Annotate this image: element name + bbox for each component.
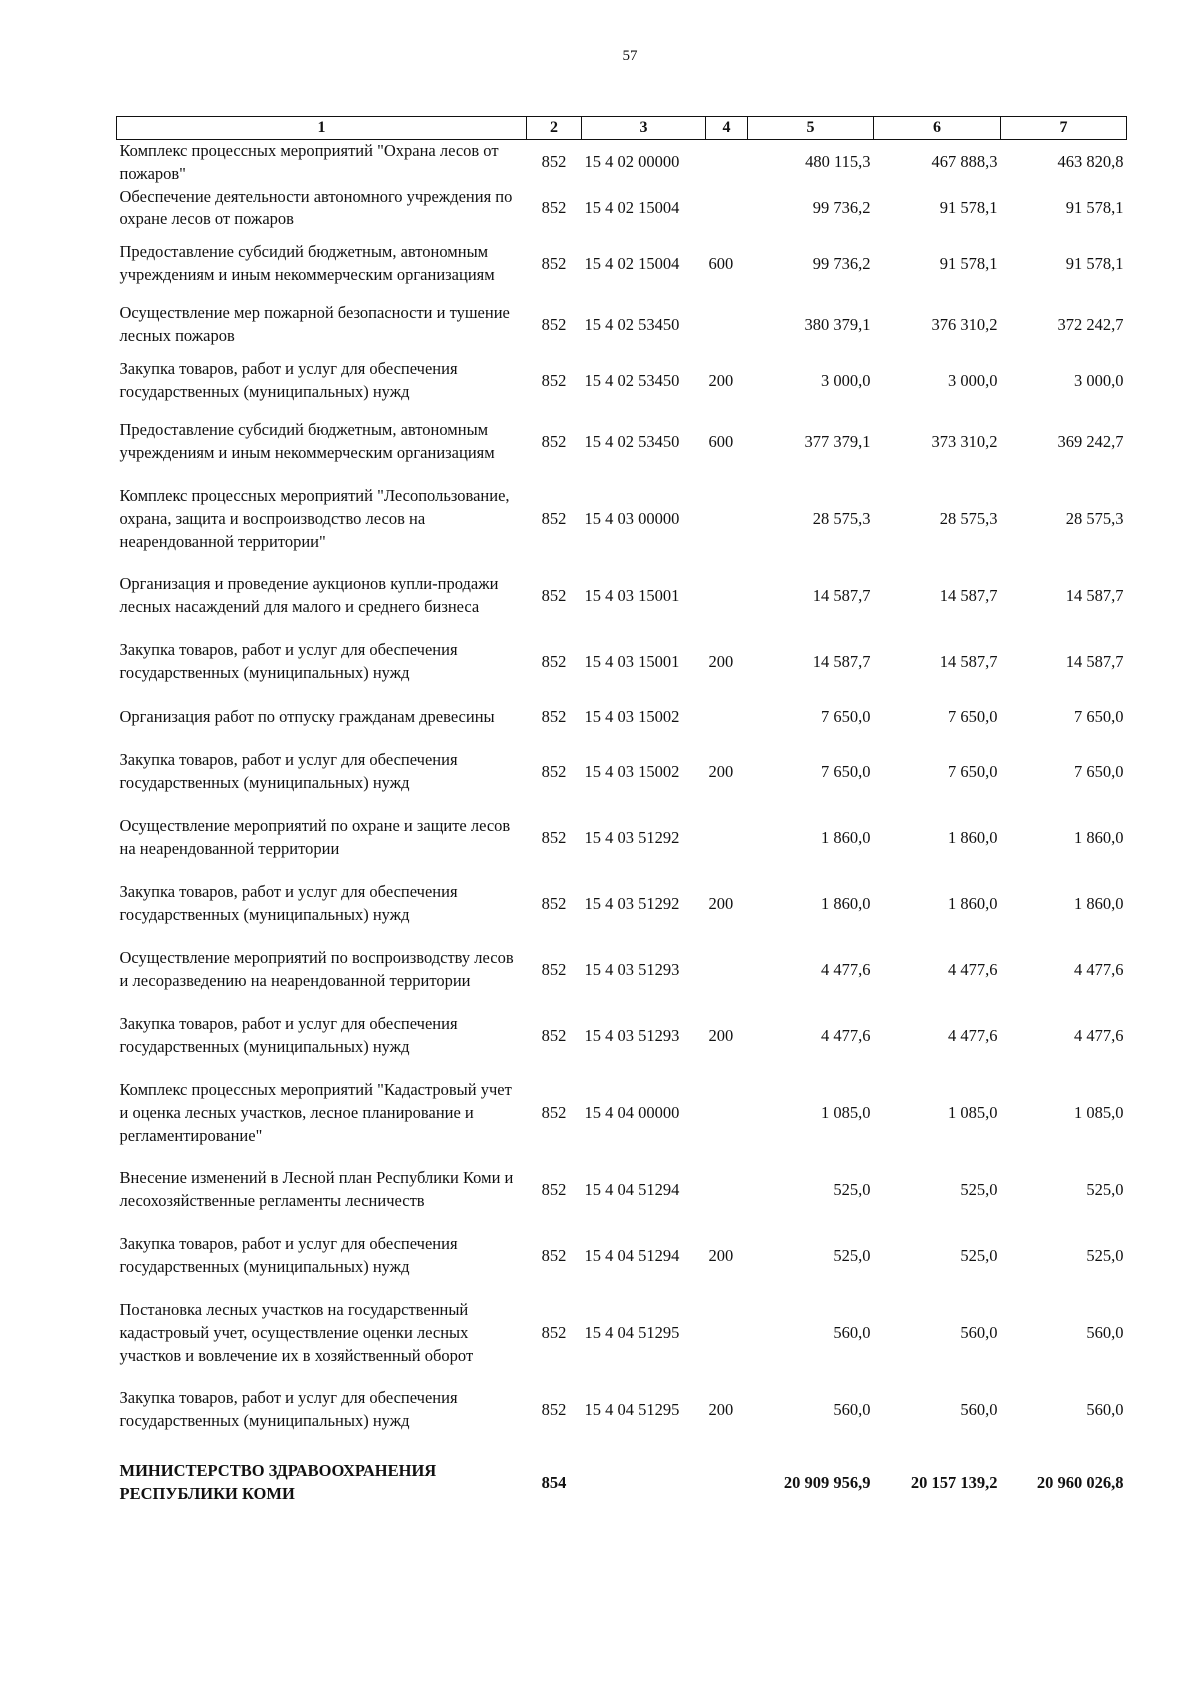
row-name: Предоставление субсидий бюджетным, автономным учреждениям и иным некоммерческим организациям — [119, 420, 495, 463]
row-amount-col5: 480 115,3 — [805, 152, 871, 172]
row-target-article: 15 4 02 53450 — [584, 370, 680, 390]
row-name: Закупка товаров, работ и услуг для обеспечения государственных (муниципальных) нужд — [119, 1388, 458, 1431]
row-amount-col7: 372 242,7 — [1057, 314, 1124, 334]
row-target-article: 15 4 03 51293 — [584, 959, 680, 979]
row-amount-col6: 1 860,0 — [948, 827, 998, 847]
row-target-article: 15 4 02 00000 — [584, 152, 680, 172]
row-target-article: 15 4 04 51295 — [584, 1399, 680, 1419]
row-name: Осуществление мер пожарной безопасности и тушение лесных пожаров — [119, 303, 510, 346]
row-expense-type — [706, 1069, 748, 1157]
row-amount-col5: 7 650,0 — [821, 761, 871, 781]
table-row — [117, 695, 1127, 739]
row-name: Закупка товаров, работ и услуг для обеспечения государственных (муниципальных) нужд — [119, 359, 458, 402]
table-row — [117, 1069, 1127, 1157]
row-target-article: 15 4 04 51294 — [584, 1179, 680, 1199]
row-ved-code: 852 — [541, 761, 567, 781]
row-name: МИНИСТЕРСТВО ЗДРАВООХРАНЕНИЯ РЕСПУБЛИКИ КОМИ — [119, 1461, 437, 1504]
row-target-article: 15 4 04 51294 — [584, 1245, 680, 1265]
table-row — [117, 629, 1127, 695]
row-amount-col7: 91 578,1 — [1065, 197, 1124, 217]
row-expense-type: 200 — [708, 893, 734, 913]
row-amount-col5: 28 575,3 — [812, 508, 871, 528]
row-ved-code: 852 — [541, 893, 567, 913]
row-amount-col7: 369 242,7 — [1057, 431, 1124, 451]
row-ved-code: 852 — [541, 197, 567, 217]
row-amount-col7: 91 578,1 — [1065, 253, 1124, 273]
table-row — [117, 409, 1127, 475]
row-amount-col5: 14 587,7 — [812, 585, 871, 605]
table-row — [117, 231, 1127, 297]
header-col-6: 6 — [874, 117, 1001, 140]
row-expense-type — [706, 140, 748, 186]
row-target-article: 15 4 02 53450 — [584, 431, 680, 451]
row-amount-col7: 3 000,0 — [1074, 370, 1124, 390]
row-expense-type: 200 — [708, 1025, 734, 1045]
table-row — [117, 1377, 1127, 1443]
row-target-article: 15 4 03 51293 — [584, 1025, 680, 1045]
row-amount-col6: 373 310,2 — [931, 431, 998, 451]
table-row — [117, 739, 1127, 805]
row-ved-code: 852 — [541, 585, 567, 605]
table-row — [117, 353, 1127, 409]
row-name: Организация работ по отпуску гражданам древесины — [119, 706, 495, 726]
row-ved-code: 852 — [541, 651, 567, 671]
row-amount-col6: 560,0 — [960, 1399, 998, 1419]
row-target-article: 15 4 03 00000 — [584, 508, 680, 528]
row-name: Комплекс процессных мероприятий "Лесопользование, охрана, защита и воспроизводство лесов на неарендованной территории" — [119, 485, 510, 551]
row-name: Организация и проведение аукционов купли-продажи лесных насаждений для малого и среднего бизнеса — [119, 574, 499, 617]
row-amount-col5: 4 477,6 — [821, 1025, 871, 1045]
row-amount-col7: 14 587,7 — [1065, 651, 1124, 671]
row-amount-col6: 4 477,6 — [948, 959, 998, 979]
row-expense-type: 200 — [708, 761, 734, 781]
page-number: 57 — [622, 48, 638, 64]
row-amount-col5: 14 587,7 — [812, 651, 871, 671]
row-expense-type: 600 — [708, 431, 734, 451]
row-name: Осуществление мероприятий по охране и защите лесов на неарендованной территории — [119, 816, 511, 859]
row-amount-col6: 467 888,3 — [931, 152, 998, 172]
table-row — [117, 1223, 1127, 1289]
header-col-4: 4 — [706, 117, 748, 140]
row-amount-col5: 380 379,1 — [804, 314, 871, 334]
row-amount-col5: 99 736,2 — [812, 253, 871, 273]
header-col-1: 1 — [117, 117, 527, 140]
row-ved-code: 852 — [541, 1399, 567, 1419]
row-target-article: 15 4 02 15004 — [584, 197, 680, 217]
header-col-3: 3 — [582, 117, 706, 140]
row-amount-col5: 99 736,2 — [812, 197, 871, 217]
header-col-2: 2 — [527, 117, 582, 140]
row-amount-col7: 7 650,0 — [1074, 761, 1124, 781]
row-expense-type — [706, 563, 748, 629]
row-expense-type — [706, 297, 748, 353]
row-amount-col7: 4 477,6 — [1074, 959, 1124, 979]
table-row — [117, 937, 1127, 1003]
row-target-article: 15 4 03 51292 — [584, 893, 680, 913]
row-ved-code: 852 — [541, 1025, 567, 1045]
row-ved-code: 852 — [541, 508, 567, 528]
row-amount-col7: 560,0 — [1086, 1399, 1124, 1419]
row-ved-code: 852 — [541, 1102, 567, 1122]
table-row — [117, 871, 1127, 937]
row-amount-col5: 4 477,6 — [821, 959, 871, 979]
row-target-article: 15 4 03 51292 — [584, 827, 680, 847]
table-row — [117, 1289, 1127, 1377]
row-amount-col6: 525,0 — [960, 1245, 998, 1265]
row-expense-type — [706, 805, 748, 871]
row-amount-col5: 3 000,0 — [821, 370, 871, 390]
row-amount-col7: 4 477,6 — [1074, 1025, 1124, 1045]
header-col-5: 5 — [748, 117, 874, 140]
row-amount-col7: 525,0 — [1086, 1245, 1124, 1265]
row-amount-col6: 91 578,1 — [939, 197, 998, 217]
row-amount-col6: 560,0 — [960, 1322, 998, 1342]
table-row — [117, 186, 1127, 232]
row-name: Закупка товаров, работ и услуг для обеспечения государственных (муниципальных) нужд — [119, 750, 458, 793]
row-amount-col6: 376 310,2 — [931, 314, 998, 334]
header-row — [117, 117, 1127, 140]
row-expense-type — [706, 186, 748, 232]
row-target-article — [582, 1443, 706, 1523]
row-ved-code: 852 — [541, 431, 567, 451]
row-amount-col7: 20 960 026,8 — [1036, 1472, 1124, 1492]
row-amount-col6: 1 085,0 — [948, 1102, 998, 1122]
row-name: Осуществление мероприятий по воспроизводству лесов и лесоразведению на неарендованной территории — [119, 948, 514, 991]
row-target-article: 15 4 03 15002 — [584, 706, 680, 726]
row-amount-col6: 4 477,6 — [948, 1025, 998, 1045]
table-row — [117, 140, 1127, 186]
row-ved-code: 852 — [541, 706, 567, 726]
row-expense-type: 200 — [708, 370, 734, 390]
row-amount-col6: 3 000,0 — [948, 370, 998, 390]
row-ved-code: 852 — [541, 1322, 567, 1342]
row-ved-code: 852 — [541, 314, 567, 334]
row-amount-col6: 7 650,0 — [948, 706, 998, 726]
row-expense-type — [706, 1289, 748, 1377]
row-amount-col5: 20 909 956,9 — [783, 1472, 871, 1492]
header-col-7: 7 — [1001, 117, 1127, 140]
row-name: Закупка товаров, работ и услуг для обеспечения государственных (муниципальных) нужд — [119, 1234, 458, 1277]
row-amount-col6: 14 587,7 — [939, 651, 998, 671]
row-expense-type: 200 — [708, 651, 734, 671]
row-amount-col6: 91 578,1 — [939, 253, 998, 273]
row-amount-col7: 1 085,0 — [1074, 1102, 1124, 1122]
table-header — [117, 117, 1127, 140]
row-name: Закупка товаров, работ и услуг для обеспечения государственных (муниципальных) нужд — [119, 1014, 458, 1057]
row-target-article: 15 4 02 15004 — [584, 253, 680, 273]
row-amount-col5: 1 860,0 — [821, 827, 871, 847]
row-ved-code: 852 — [541, 959, 567, 979]
row-target-article: 15 4 03 15001 — [584, 651, 680, 671]
table-row — [117, 805, 1127, 871]
row-name: Комплекс процессных мероприятий "Охрана лесов от пожаров" — [119, 141, 499, 183]
row-expense-type: 200 — [708, 1245, 734, 1265]
row-expense-type — [706, 937, 748, 1003]
row-amount-col7: 14 587,7 — [1065, 585, 1124, 605]
row-name: Предоставление субсидий бюджетным, автономным учреждениям и иным некоммерческим организациям — [119, 242, 495, 285]
row-amount-col5: 560,0 — [833, 1399, 871, 1419]
table-row — [117, 1003, 1127, 1069]
row-expense-type: 200 — [708, 1399, 734, 1419]
row-amount-col7: 525,0 — [1086, 1179, 1124, 1199]
table-row — [117, 1157, 1127, 1223]
row-target-article: 15 4 04 00000 — [584, 1102, 680, 1122]
table-row — [117, 563, 1127, 629]
row-expense-type — [706, 475, 748, 563]
row-target-article: 15 4 03 15002 — [584, 761, 680, 781]
row-amount-col5: 7 650,0 — [821, 706, 871, 726]
row-ved-code: 852 — [541, 1245, 567, 1265]
row-amount-col6: 20 157 139,2 — [910, 1472, 998, 1492]
row-amount-col6: 7 650,0 — [948, 761, 998, 781]
row-ved-code: 852 — [541, 253, 567, 273]
row-name: Внесение изменений в Лесной план Республики Коми и лесохозяйственные регламенты лесничеств — [119, 1168, 514, 1211]
row-expense-type — [706, 695, 748, 739]
row-amount-col6: 525,0 — [960, 1179, 998, 1199]
row-ved-code: 854 — [541, 1472, 567, 1492]
row-amount-col7: 28 575,3 — [1065, 508, 1124, 528]
row-ved-code: 852 — [541, 370, 567, 390]
row-amount-col7: 463 820,8 — [1057, 152, 1124, 172]
row-name: Закупка товаров, работ и услуг для обеспечения государственных (муниципальных) нужд — [119, 640, 458, 683]
row-ved-code: 852 — [541, 152, 567, 172]
row-amount-col7: 1 860,0 — [1074, 893, 1124, 913]
row-expense-type — [706, 1157, 748, 1223]
row-target-article: 15 4 04 51295 — [584, 1322, 680, 1342]
table-row — [117, 475, 1127, 563]
row-ved-code: 852 — [541, 1179, 567, 1199]
row-expense-type — [706, 1443, 748, 1523]
row-amount-col7: 560,0 — [1086, 1322, 1124, 1342]
row-amount-col5: 525,0 — [833, 1179, 871, 1199]
row-amount-col7: 7 650,0 — [1074, 706, 1124, 726]
row-expense-type: 600 — [708, 253, 734, 273]
row-target-article: 15 4 02 53450 — [584, 314, 680, 334]
row-amount-col6: 28 575,3 — [939, 508, 998, 528]
row-amount-col6: 1 860,0 — [948, 893, 998, 913]
row-name: Закупка товаров, работ и услуг для обеспечения государственных (муниципальных) нужд — [119, 882, 458, 925]
budget-table — [116, 116, 1127, 1523]
row-name: Комплекс процессных мероприятий "Кадастровый учет и оценка лесных участков, лесное планирование и регламентирование" — [119, 1079, 512, 1145]
row-amount-col5: 560,0 — [833, 1322, 871, 1342]
row-amount-col7: 1 860,0 — [1074, 827, 1124, 847]
table-row — [117, 297, 1127, 353]
row-amount-col5: 377 379,1 — [804, 431, 871, 451]
row-name: Обеспечение деятельности автономного учреждения по охране лесов от пожаров — [119, 186, 513, 229]
row-amount-col5: 1 085,0 — [821, 1102, 871, 1122]
row-amount-col6: 14 587,7 — [939, 585, 998, 605]
table-row — [117, 1443, 1127, 1523]
row-name: Постановка лесных участков на государственный кадастровый учет, осуществление оценки лесных участков и вовлечение их в хозяйственный оборот — [119, 1299, 474, 1365]
row-amount-col5: 1 860,0 — [821, 893, 871, 913]
row-amount-col5: 525,0 — [833, 1245, 871, 1265]
row-target-article: 15 4 03 15001 — [584, 585, 680, 605]
table-body — [117, 140, 1127, 1524]
row-ved-code: 852 — [541, 827, 567, 847]
